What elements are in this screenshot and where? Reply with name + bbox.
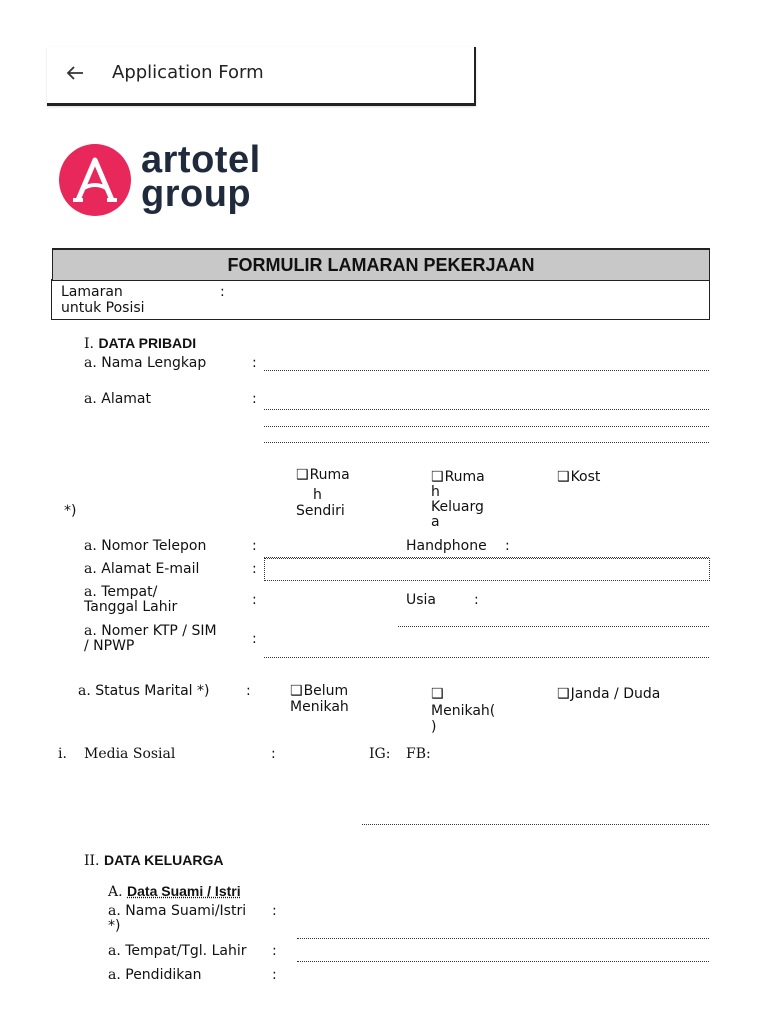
section-2-heading — [84, 852, 223, 869]
artotel-logo-icon — [58, 144, 132, 216]
ig-label: IG: — [369, 746, 391, 762]
nama-suami-field[interactable] — [297, 938, 709, 939]
handphone-colon: : — [505, 538, 510, 554]
media-sosial-field[interactable] — [362, 824, 709, 825]
alamat-field-2[interactable] — [264, 426, 709, 427]
checkbox-belum-menikah[interactable]: ❑ Belum — [290, 683, 348, 699]
residence-required-star: *) — [64, 503, 77, 519]
form-title: FORMULIR LAMARAN PEKERJAAN — [227, 255, 535, 275]
fb-label: FB: — [406, 746, 431, 762]
section-1-heading — [84, 335, 196, 352]
telepon-label: a. Nomor Telepon — [84, 538, 207, 554]
ttl-label-1: a. Tempat/ — [84, 584, 158, 600]
menikah-line-1: Menikah( — [431, 703, 496, 719]
alamat-field-1[interactable] — [264, 409, 709, 410]
ktp-colon: : — [252, 631, 257, 647]
rumah-keluarga-line-4: a — [431, 514, 440, 530]
ttl-colon: : — [252, 592, 257, 608]
section-2-title: DATA KELUARGA — [103, 852, 224, 868]
page-title: Application Form — [112, 62, 264, 83]
alamat-field-3[interactable] — [264, 442, 709, 443]
media-sosial-label: Media Sosial — [84, 746, 176, 762]
arrow-left-icon[interactable] — [63, 61, 87, 85]
marital-colon: : — [246, 683, 251, 699]
position-label-2: untuk Posisi — [61, 300, 145, 316]
media-number: i. — [58, 746, 67, 762]
position-colon: : — [220, 284, 225, 300]
ttl-suami-field[interactable] — [297, 961, 709, 962]
handphone-label: Handphone — [406, 538, 487, 554]
nama-suami-colon: : — [272, 903, 277, 919]
belum-menikah-line-2: Menikah — [290, 699, 349, 715]
alamat-colon: : — [252, 391, 257, 407]
nama-suami-star: *) — [108, 918, 121, 934]
position-label-1: Lamaran — [61, 284, 123, 300]
section-2-number: II. — [84, 853, 100, 869]
email-label: a. Alamat E-mail — [84, 561, 200, 577]
app-bar — [47, 47, 476, 106]
rumah-keluarga-line-3: Keluarg — [431, 499, 484, 515]
rumah-keluarga-line-2: h — [431, 484, 440, 500]
nama-lengkap-label: a. Nama Lengkap — [84, 355, 207, 371]
menikah-line-2: ) — [431, 719, 437, 735]
usia-label: Usia — [406, 592, 437, 608]
usia-colon: : — [474, 592, 479, 608]
logo-text-group: group — [141, 173, 252, 215]
alamat-label: a. Alamat — [84, 391, 152, 407]
ktp-label-2: / NPWP — [84, 638, 135, 654]
nama-colon: : — [252, 355, 257, 371]
ktp-label-1: a. Nomer KTP / SIM — [84, 623, 217, 639]
section-1-number: I. — [84, 336, 94, 352]
subsection-a-number: A. — [108, 884, 123, 900]
email-colon: : — [252, 561, 257, 577]
checkbox-janda-duda[interactable]: ❑ Janda / Duda — [557, 686, 660, 702]
rumah-sendiri-line-2: h — [313, 487, 322, 503]
ttl-suami-colon: : — [272, 943, 277, 959]
media-colon: : — [271, 746, 276, 762]
position-box[interactable] — [51, 279, 710, 320]
ttl-label-2: Tanggal Lahir — [84, 599, 178, 615]
usia-field[interactable] — [398, 626, 709, 627]
pendidikan-colon: : — [272, 967, 277, 983]
marital-label: a. Status Marital *) — [78, 683, 210, 699]
ttl-suami-label: a. Tempat/Tgl. Lahir — [108, 943, 247, 959]
checkbox-menikah[interactable]: ❑ — [431, 686, 444, 702]
logo-text-artotel: artotel — [141, 139, 261, 181]
section-1-title: DATA PRIBADI — [98, 335, 197, 351]
checkbox-rumah-sendiri[interactable]: ❑ Ruma — [296, 467, 350, 483]
email-field[interactable] — [264, 558, 710, 581]
checkbox-rumah-keluarga[interactable]: ❑ Ruma — [431, 469, 485, 485]
telepon-colon: : — [252, 538, 257, 554]
nama-suami-label: a. Nama Suami/Istri — [108, 903, 247, 919]
pendidikan-label: a. Pendidikan — [108, 967, 202, 983]
rumah-sendiri-line-3: Sendiri — [296, 503, 345, 519]
subsection-a-title: Data Suami / Istri — [127, 883, 241, 899]
checkbox-kost[interactable]: ❑ Kost — [557, 469, 600, 485]
form-title-bar — [52, 248, 710, 281]
nama-lengkap-field[interactable] — [264, 370, 709, 371]
ktp-field[interactable] — [264, 657, 709, 658]
subsection-a-heading — [108, 883, 241, 900]
